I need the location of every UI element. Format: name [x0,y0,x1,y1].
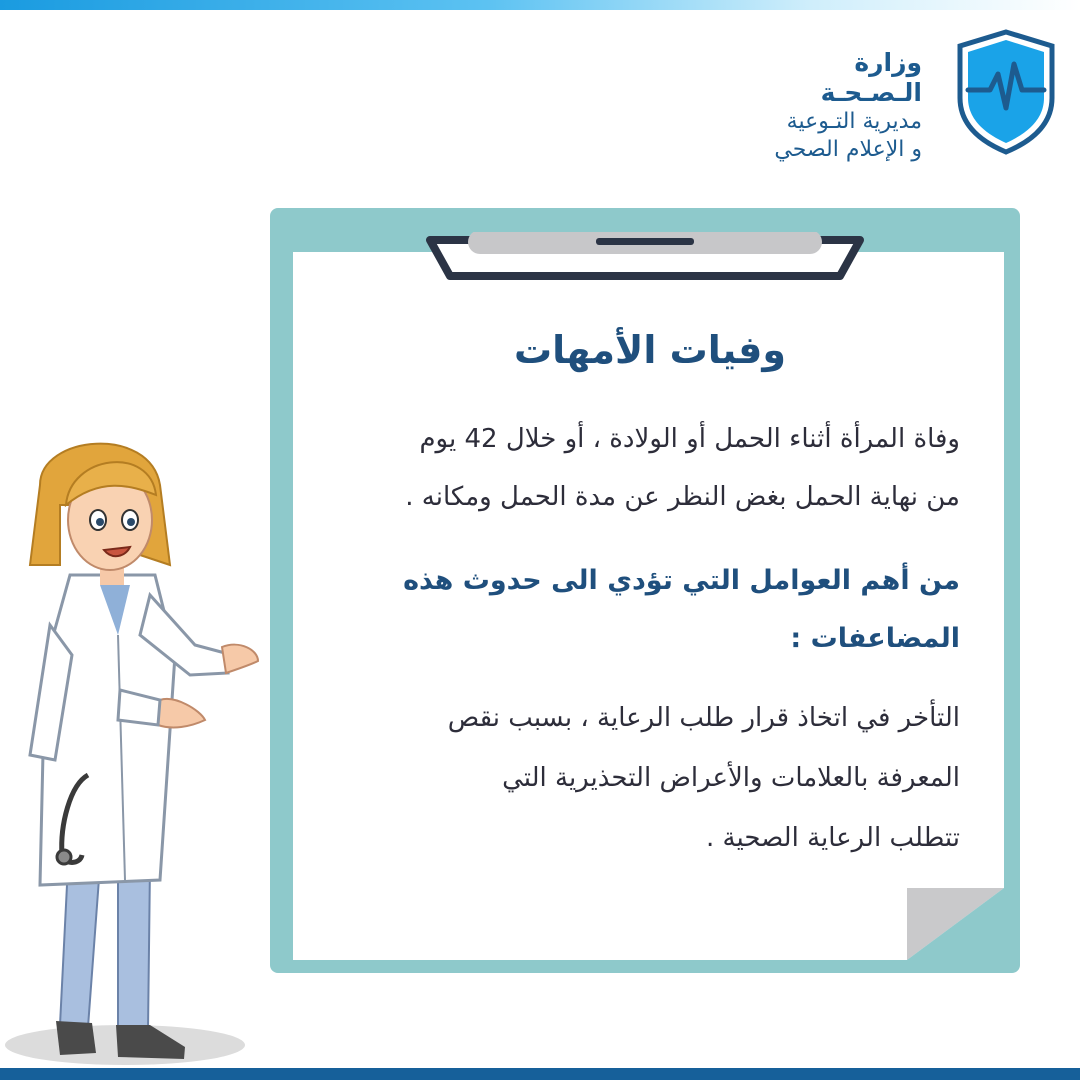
ministry-logo [758,28,1058,162]
factors-heading-line: المضاعفات : [790,623,960,654]
definition-text [320,410,960,526]
logo-directorate-name: مديرية التـوعية [786,109,922,134]
card-title: وفيات الأمهات [513,328,787,372]
top-gradient-bar [0,0,1080,10]
logo-directorate-subname: و الإعلام الصحي [774,137,922,162]
definition-line: وفاة المرأة أثناء الحمل أو الولادة ، أو خلال 42 يوم [419,424,960,454]
factor-line: المعرفة بالعلامات والأعراض التحذيرية التي [502,763,960,793]
clipboard-clip [420,232,870,284]
factors-heading-line: من أهم العوامل التي تؤدي الى حدوث هذه [403,565,960,596]
logo-text [758,48,922,164]
factors-heading [320,552,960,668]
factor-line: التأخر في اتخاذ قرار طلب الرعاية ، بسبب نقص [447,703,960,733]
heartbeat-shield-icon [954,28,1058,156]
factor-text [320,688,960,868]
doctor-illustration [0,425,280,1075]
definition-line: من نهاية الحمل بغض النظر عن مدة الحمل ومكانه . [405,482,960,512]
bottom-bar [0,1068,1080,1080]
factor-line: تتطلب الرعاية الصحية . [706,823,960,853]
logo-ministry-name: وزارة الـصـحـة [820,48,922,107]
paper-fold-corner [907,888,1004,960]
